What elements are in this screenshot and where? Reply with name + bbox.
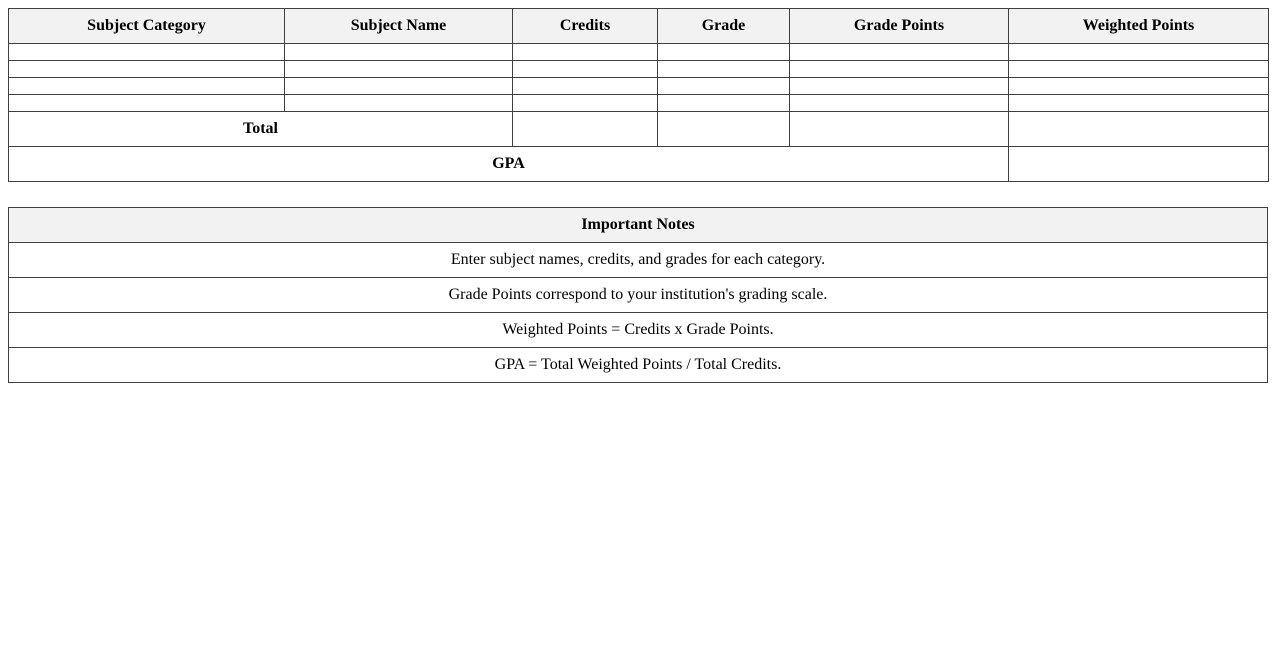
column-header-credits: Credits <box>513 9 658 44</box>
credits-cell <box>513 78 658 95</box>
total-weighted-points-cell <box>1009 112 1269 147</box>
grade-cell <box>658 61 790 78</box>
total-label-cell: Total <box>9 112 513 147</box>
total-credits-cell <box>513 112 658 147</box>
subject-category-cell <box>9 78 285 95</box>
grade-cell <box>658 95 790 112</box>
subject-row <box>9 44 1269 61</box>
column-header-subject-category: Subject Category <box>9 9 285 44</box>
total-grade-points-cell <box>790 112 1009 147</box>
column-header-weighted-points: Weighted Points <box>1009 9 1269 44</box>
column-header-subject-name: Subject Name <box>285 9 513 44</box>
note-text: Enter subject names, credits, and grades for each category. <box>9 243 1268 278</box>
note-row <box>9 243 1268 278</box>
note-row <box>9 278 1268 313</box>
credits-cell <box>513 95 658 112</box>
note-text: Weighted Points = Credits x Grade Points. <box>9 313 1268 348</box>
note-row <box>9 348 1268 383</box>
notes-table-body <box>9 243 1268 383</box>
grade-points-cell <box>790 78 1009 95</box>
grade-cell <box>658 78 790 95</box>
subject-category-cell <box>9 61 285 78</box>
gpa-table <box>8 8 1269 182</box>
important-notes-table <box>8 207 1268 383</box>
weighted-points-cell <box>1009 61 1269 78</box>
subject-name-cell <box>285 44 513 61</box>
total-row <box>9 112 1269 147</box>
column-header-grade-points: Grade Points <box>790 9 1009 44</box>
weighted-points-cell <box>1009 78 1269 95</box>
subject-name-cell <box>285 78 513 95</box>
subject-row <box>9 78 1269 95</box>
gpa-value-cell <box>1009 147 1269 182</box>
gpa-table-body <box>9 44 1269 182</box>
grade-points-cell <box>790 61 1009 78</box>
subject-row <box>9 95 1269 112</box>
gpa-row <box>9 147 1269 182</box>
subject-name-cell <box>285 95 513 112</box>
note-text: Grade Points correspond to your institution's grading scale. <box>9 278 1268 313</box>
credits-cell <box>513 44 658 61</box>
notes-header-row <box>9 208 1268 243</box>
note-text: GPA = Total Weighted Points / Total Credits. <box>9 348 1268 383</box>
grade-cell <box>658 44 790 61</box>
credits-cell <box>513 61 658 78</box>
grade-points-cell <box>790 95 1009 112</box>
notes-header-cell: Important Notes <box>9 208 1268 243</box>
grade-points-cell <box>790 44 1009 61</box>
weighted-points-cell <box>1009 95 1269 112</box>
gpa-table-header-row <box>9 9 1269 44</box>
subject-category-cell <box>9 95 285 112</box>
subject-row <box>9 61 1269 78</box>
subject-category-cell <box>9 44 285 61</box>
subject-name-cell <box>285 61 513 78</box>
column-header-grade: Grade <box>658 9 790 44</box>
gpa-label-cell: GPA <box>9 147 1009 182</box>
total-grade-cell <box>658 112 790 147</box>
weighted-points-cell <box>1009 44 1269 61</box>
note-row <box>9 313 1268 348</box>
